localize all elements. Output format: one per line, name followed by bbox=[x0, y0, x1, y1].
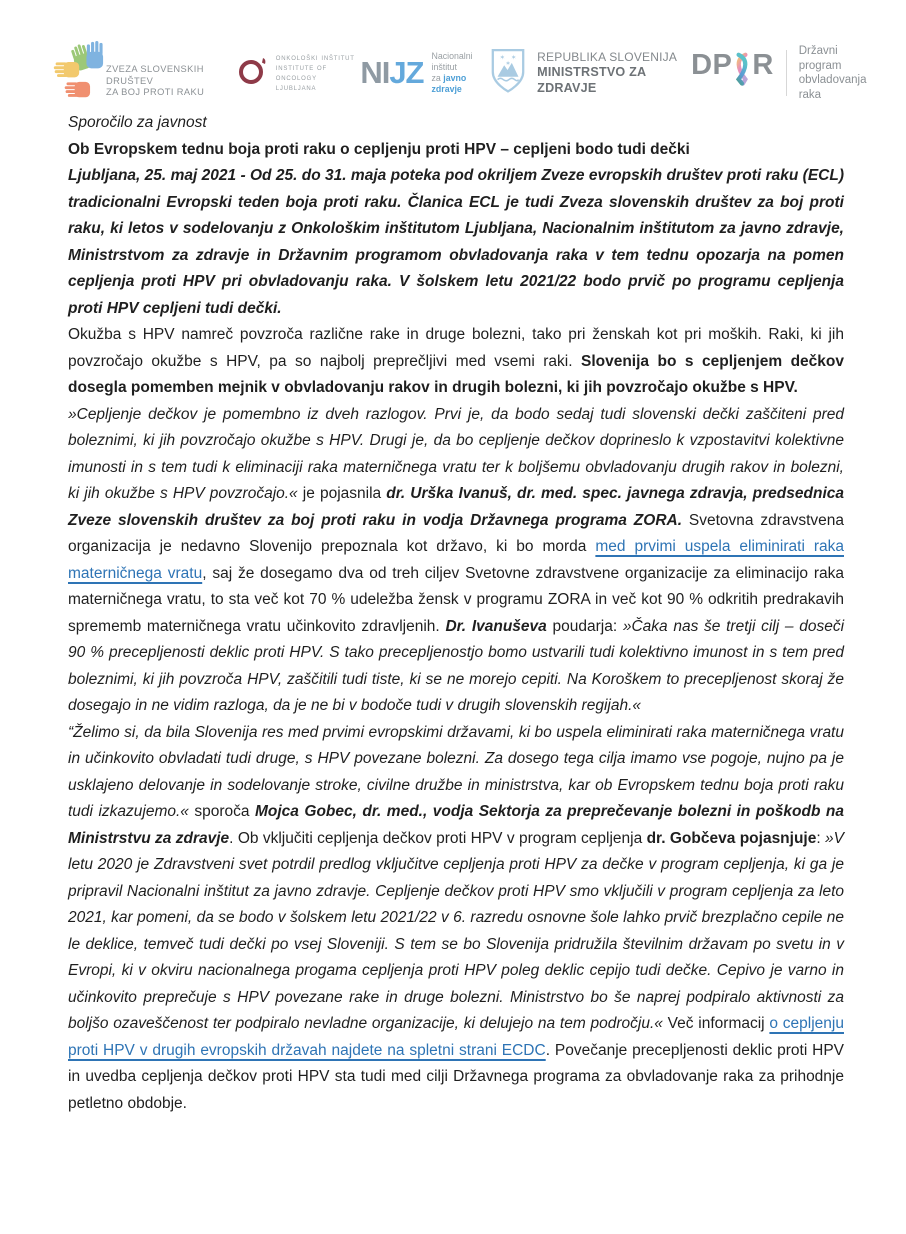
logo-ministrstvo-za-zdravje bbox=[489, 47, 691, 100]
paragraph-4 bbox=[68, 720, 844, 1118]
zveza-name-line1: ZVEZA SLOVENSKIH DRUŠTEV bbox=[106, 64, 204, 86]
inline-link[interactable]: med prvimi uspela eliminirati raka materničnega vratu bbox=[68, 538, 844, 582]
dpor-line1: Državni program bbox=[798, 45, 842, 72]
text-run: Dr. Ivanuševa bbox=[445, 617, 547, 635]
nijz-tagline-line1: Nacionalni inštitut bbox=[431, 51, 473, 72]
four-hands-icon bbox=[52, 40, 110, 107]
onko-name-line1: onkološki inštitut bbox=[275, 53, 355, 62]
text-run: »Cepljenje dečkov je pomembno iz dveh razlogov. Prvi je, da bodo sedaj tudi slovenski dečki zaščiteni pred boleznimi, ki jih povzročajo okužbe s HPV. Drugi je, da bo cepljenje dečkov doprineslo k vzpostavitvi kolektivne imunosti in s tem tudi k eliminaciji raka materničnega vratu ter k boljšemu obvladovanju drugih rakov in bolezni, ki jih okužbe s HPV povzročajo.« bbox=[68, 405, 844, 502]
logo-bar bbox=[0, 0, 906, 110]
text-run: Okužba s HPV namreč povzroča različne rake in druge bolezni, tako pri ženskah kot pri moških. Raki, ki jih povzročajo okužbe s HPV, pa so najbolj preprečljivi med vsemi raki. bbox=[68, 326, 844, 370]
slovenia-coat-of-arms-icon bbox=[489, 47, 527, 100]
text-run: Mojca Gobec, dr. med., vodja Sektorja za preprečevanje bolezni in poškodb na Ministrstvu za zdravje bbox=[68, 803, 844, 847]
text-run: dr. Urška Ivanuš, dr. med. spec. javnega zdravja, predsednica Zveze slovenskih društev za boj proti raku in vodja Državnega programa ZORA. bbox=[68, 485, 844, 529]
logo-onkoloski-institut bbox=[238, 53, 361, 93]
text-run: Slovenija bo s cepljenjem dečkov dosegla pomemben mejnik v obvladovanju rakov in drugih bolezni, ki jih povzročajo okužbe s HPV. bbox=[68, 352, 844, 396]
ministry-line2: MINISTRSTVO ZA ZDRAVJE bbox=[537, 65, 646, 95]
text-run: , saj že dosegamo dva od treh ciljev Svetovne zdravstvene organizacije za eliminacijo raka materničnega vratu, to sta več kot 70 % udeležba žensk v programu ZORA in več kot 90 % odkritih predrakavih sprememb materničnega vratu učinkovito zdravljenih. bbox=[68, 564, 844, 635]
onko-name-line3: ljubljana bbox=[275, 83, 317, 92]
dpor-r-letter: R bbox=[752, 49, 774, 81]
paragraph-2 bbox=[68, 322, 844, 402]
paragraph-lead bbox=[68, 163, 844, 322]
nijz-tagline-line2: za javno zdravje bbox=[431, 73, 467, 94]
text-run: “Želimo si, da bila Slovenija res med prvimi evropskimi državami, ki bo uspela eliminirati raka materničnega vratu in učinkovito obvladati tudi druge, s HPV povezane bolezni. Za dosego tega cilja imamo vse pogoje, nujno pa je usklajeno delovanje in sodelovanje stroke, civilne družbe in ministrstva, kar ob Evropskem tednu boja proti raku tudi izkazujemo.« bbox=[68, 723, 844, 820]
svg-text:✶: ✶ bbox=[511, 53, 517, 62]
logo-zveza-slovenskih-drustev bbox=[52, 40, 238, 107]
text-run: je pojasnila bbox=[297, 485, 387, 502]
logo-nijz bbox=[360, 51, 489, 95]
dpor-dp-letters: DP bbox=[691, 49, 733, 81]
text-run: dr. Gobčeva pojasnjuje bbox=[646, 829, 817, 847]
ministry-line1: REPUBLIKA SLOVENIJA bbox=[537, 49, 678, 64]
dpor-ribbon-icon bbox=[732, 50, 752, 96]
text-run: poudarja: bbox=[546, 617, 623, 635]
inline-link[interactable]: o cepljenju proti HPV v drugih evropskih državah najdete na spletni strani ECDC bbox=[68, 1015, 844, 1059]
text-run: Več informacij bbox=[662, 1015, 770, 1032]
nijz-ni-letters: NI bbox=[360, 55, 390, 90]
oncology-ring-icon bbox=[238, 55, 268, 92]
text-run: . Povečanje precepljenosti deklic proti HPV in uvedba cepljenja dečkov proti HPV sta tudi med cilji Državnega programa za obvladovanje raka za prihodnje petletno obdobje. bbox=[68, 1041, 845, 1112]
zveza-name-line2: ZA BOJ PROTI RAKU bbox=[106, 87, 205, 97]
text-run: : bbox=[816, 829, 826, 847]
text-run: »Čaka nas še tretji cilj – doseči 90 % precepljenosti deklic proti HPV. S tako precepljenostjo bomo ustvarili tudi kolektivno imunost in s tem pred boleznimi, ki jih povzroča HPV, zaščitili tudi tiste, ki se ne morejo cepiti. Na Koroškem to precepljenost skoraj že dosegajo in ne vidim razloga, da je ne bi v bodoče tudi v drugih slovenskih regijah.« bbox=[68, 617, 845, 714]
document-content bbox=[0, 110, 906, 1117]
document-title: Ob Evropskem tednu boja proti raku o cepljenju proti HPV – cepljeni bodo tudi dečki bbox=[68, 140, 690, 158]
dpor-wordmark bbox=[691, 50, 774, 96]
text-run: Svetovna zdravstvena organizacija je nedavno Slovenijo prepoznala kot državo, ki bo morda bbox=[68, 511, 844, 555]
svg-text:✶: ✶ bbox=[505, 58, 511, 67]
text-run: . Ob vključiti cepljenja dečkov proti HPV v program cepljenja bbox=[229, 829, 647, 847]
dpor-divider bbox=[786, 50, 787, 96]
onko-name-line2: institute of oncology bbox=[275, 63, 327, 82]
text-run: sporoča bbox=[188, 803, 255, 820]
nijz-jz-letters: JZ bbox=[389, 55, 424, 90]
svg-text:✶: ✶ bbox=[499, 53, 506, 62]
logo-dpor bbox=[691, 44, 876, 102]
document-kicker: Sporočilo za javnost bbox=[68, 114, 207, 131]
text-run: »V letu 2020 je Zdravstveni svet potrdil predlog vključitve cepljenja proti HPV za dečke v program cepljenja, ki ga je pripravil Nacionalni inštitut za javno zdravje. Cepljenje dečkov proti HPV smo vključili v program cepljenja za leto 2021, kar pomeni, da se bodo v šolskem letu 2021/22 v 6. razredu osnovne šole lahko prvič brezplačno cepile ne le deklice, temveč tudi dečki po vsej Sloveniji. S tem se bo Slovenija pridružila številnim državam po svetu in v Evropi, ki v okviru nacionalnega progama cepljenja proti HPV poleg deklic cepijo tudi dečke. Cepivo je varno in učinkovito preprečuje s HPV povezane rake in druge bolezni. Ministrstvo bo še naprej podpiralo aktivnosti za boljšo ozaveščenost ter podpiralo nevladne organizacije, ki delujejo na tem področju.« bbox=[68, 829, 844, 1032]
paragraph-3 bbox=[68, 402, 844, 720]
text-run: Ljubljana, 25. maj 2021 - Od 25. do 31. maja poteka pod okriljem Zveze evropskih društev proti raku (ECL) tradicionalni Evropski teden boja proti raku. Članica ECL je tudi Zveza slovenskih društev za boj proti raku, ki letos v sodelovanju z Onkološkim inštitutom Ljubljana, Nacionalnim inštitutom za javno zdravje, Ministrstvom za zdravje in Državnim programom obvladovanja raka v tem tednu opozarja na pomen cepljenja proti HPV pri obvladovanju raka. V šolskem letu 2021/22 bodo prvič po programu cepljenja proti HPV cepljeni tudi dečki. bbox=[68, 167, 844, 317]
nijz-wordmark bbox=[360, 55, 424, 90]
dpor-line2: obvladovanja raka bbox=[798, 74, 867, 101]
